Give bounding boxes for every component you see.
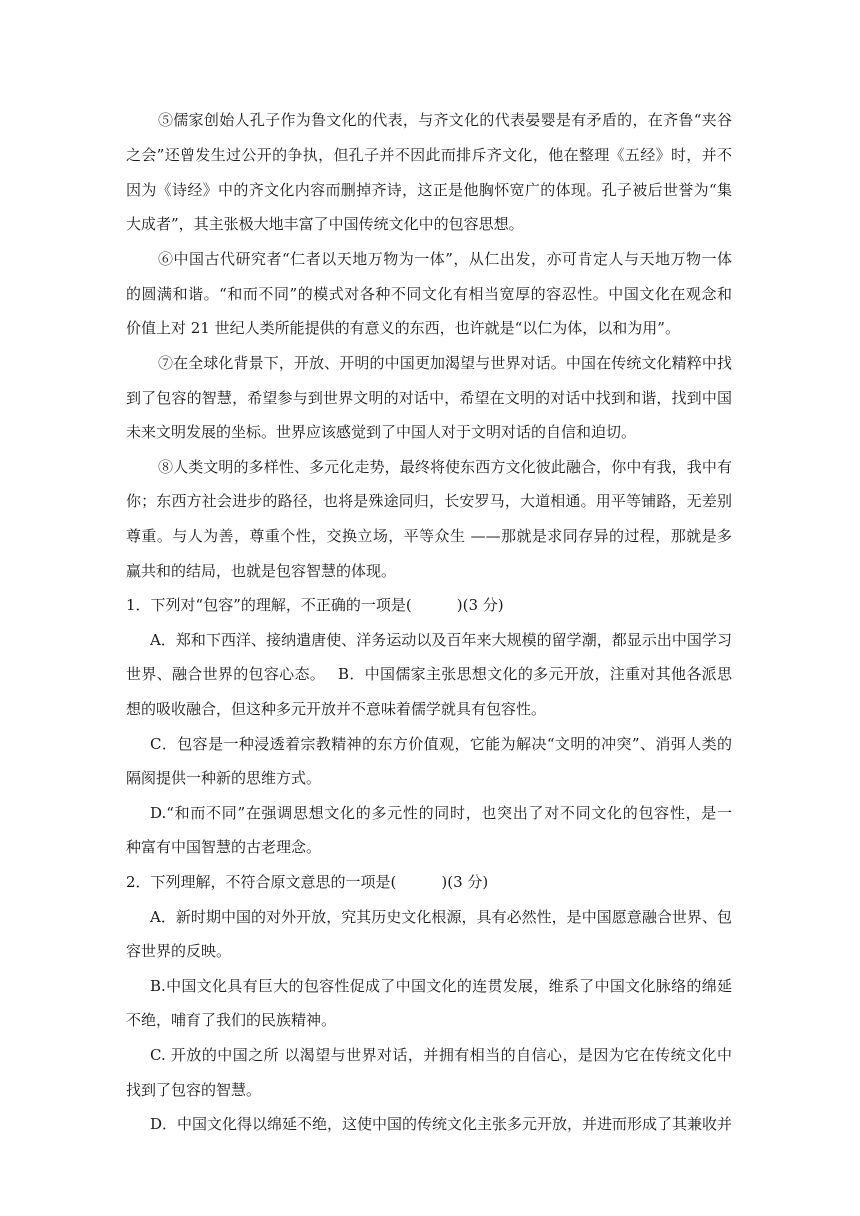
question-1-option-a-line-1: A．郑和下西洋、接纳遣唐使、洋务运动以及百年来大规模的留学潮，都显示出中国学习	[150, 631, 732, 649]
question-2-option-b-line-2: 不绝，哺育了我们的民族精神。	[126, 1011, 337, 1029]
question-2-option-b-line-1: B.中国文化具有巨大的包容性促成了中国文化的连贯发展，维系了中国文化脉络的绵延	[150, 977, 732, 995]
paragraph-6-line-2: 的圆满和谐。“和而不同”的模式对各种不同文化有相当宽厚的容忍性。中国文化在观念和	[126, 285, 732, 303]
question-1-option-b-line-2: 想的吸收融合，但这种多元开放并不意味着儒学就具有包容性。	[126, 700, 547, 718]
question-2-stem: 2．下列理解，不符合原文意思的一项是( )(3 分)	[126, 873, 489, 891]
question-1-option-d-line-2: 种富有中国智慧的古老理念。	[126, 838, 322, 856]
paragraph-6-line-3: 价值上对 21 世纪人类所能提供的有意义的东西，也许就是“以仁为体，以和为用”。	[126, 319, 680, 337]
question-1-option-d-line-1: D.“和而不同”在强调思想文化的多元性的同时，也突出了对不同文化的包容性，是一	[150, 804, 732, 822]
paragraph-5-line-2: 之会”还曾发生过公开的争执，但孔子并不因此而排斥齐文化，他在整理《五经》时，并不	[126, 146, 732, 164]
question-1-stem: 1．下列对“包容”的理解，不正确的一项是( )(3 分)	[126, 596, 504, 614]
question-2-option-a-line-2: 容世界的反映。	[126, 942, 232, 960]
question-2-option-c-line-2: 找到了包容的智慧。	[126, 1081, 262, 1099]
paragraph-8-line-3: 尊重。与人为善，尊重个性，交换立场，平等众生 ——那就是求同存异的过程，那就是多	[126, 527, 732, 545]
question-1-option-a-line-2: 世界、融合世界的包容心态。 B．中国儒家主张思想文化的多元开放，注重对其他各派思	[126, 665, 732, 683]
question-1-option-c-line-1: C．包容是一种浸透着宗教精神的东方价值观，它能为解决“文明的冲突”、消弭人类的	[150, 735, 732, 753]
paragraph-7-line-3: 未来文明发展的坐标。世界应该感觉到了中国人对于文明对话的自信和迫切。	[126, 423, 637, 441]
paragraph-5-line-4: 大成者”，其主张极大地丰富了中国传统文化中的包容思想。	[126, 215, 524, 233]
paragraph-5-line-1: ⑤儒家创始人孔子作为鲁文化的代表，与齐文化的代表晏婴是有矛盾的，在齐鲁“夹谷	[158, 111, 732, 129]
paragraph-8-line-2: 你；东西方社会进步的路径，也将是殊途同归，长安罗马，大道相通。用平等铺路，无差别	[126, 492, 732, 510]
paragraph-7-line-2: 到了包容的智慧，希望参与到世界文明的对话中，希望在文明的对话中找到和谐，找到中国	[126, 389, 732, 407]
question-1-option-c-line-2: 隔阂提供一种新的思维方式。	[126, 769, 322, 787]
question-2-option-d-line-1: D．中国文化得以绵延不绝，这使中国的传统文化主张多元开放，并进而形成了其兼收并	[150, 1115, 732, 1133]
paragraph-7-line-1: ⑦在全球化背景下，开放、开明的中国更加渴望与世界对话。中国在传统文化精粹中找	[158, 354, 732, 372]
paragraph-5-line-3: 因为《诗经》中的齐文化内容而删掉齐诗，这正是他胸怀宽广的体现。孔子被后世誉为“集	[126, 181, 732, 199]
question-2-option-a-line-1: A．新时期中国的对外开放，究其历史文化根源，具有必然性，是中国愿意融合世界、包	[150, 908, 732, 926]
paragraph-8-line-4: 赢共和的结局，也就是包容智慧的体现。	[126, 562, 397, 580]
paragraph-8-line-1: ⑧人类文明的多样性、多元化走势，最终将使东西方文化彼此融合，你中有我，我中有	[158, 458, 732, 476]
question-2-option-c-line-1: C. 开放的中国之所 以渴望与世界对话，并拥有相当的自信心，是因为它在传统文化中	[150, 1046, 732, 1064]
paragraph-6-line-1: ⑥中国古代研究者“仁者以天地万物为一体”，从仁出发，亦可肯定人与天地万物一体	[158, 250, 732, 268]
